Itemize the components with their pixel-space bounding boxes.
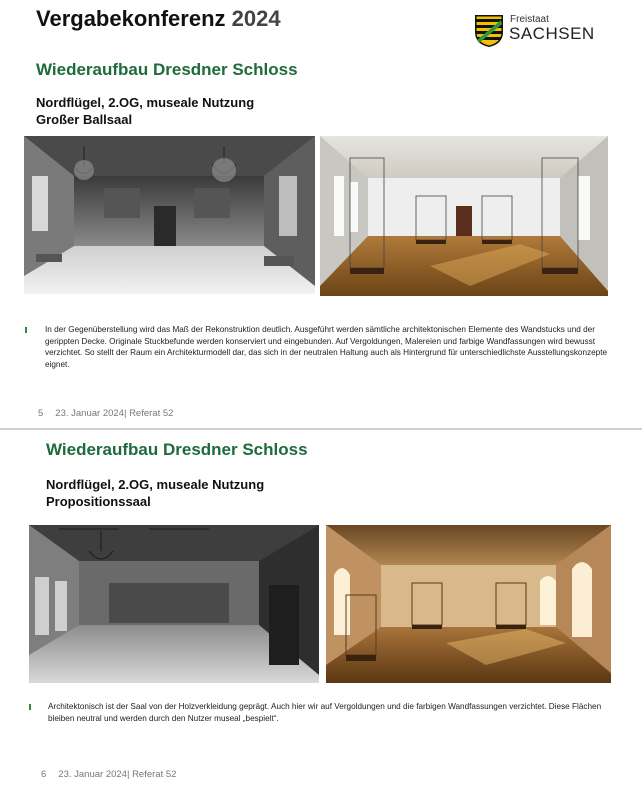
historic-ballroom-photo: [24, 136, 315, 294]
rendered-propositionssaal-image: [326, 525, 611, 683]
footer-date-department: 23. Januar 2024| Referat 52: [55, 408, 174, 419]
footer: [41, 769, 176, 780]
subtitle-line-1: Nordflügel, 2.OG, museale Nutzung: [36, 95, 255, 110]
footer: [38, 408, 173, 419]
historic-ballroom-image: [24, 136, 315, 294]
subtitle-line-1: Nordflügel, 2.OG, museale Nutzung: [46, 477, 265, 492]
rendered-propositionssaal-photo: [326, 525, 611, 683]
section-title: Wiederaufbau Dresdner Schloss: [46, 440, 308, 459]
document-title-text: Vergabekonferenz: [36, 6, 226, 31]
subtitle-line-2: Großer Ballsaal: [36, 112, 133, 127]
historic-propositionssaal-photo: [29, 525, 319, 683]
rendered-ballroom-photo: [320, 136, 608, 296]
logo-line-sachsen: SACHSEN: [509, 24, 595, 43]
document-title-year: 2024: [231, 6, 281, 31]
bullet-marker: [25, 327, 27, 333]
bullet-marker: [29, 704, 31, 710]
slide-6: [0, 430, 642, 800]
subtitle: [46, 476, 264, 510]
rendered-ballroom-image: [320, 136, 608, 296]
subtitle: [36, 94, 254, 128]
saxony-logo: [474, 14, 604, 52]
section-title: Wiederaufbau Dresdner Schloss: [36, 60, 298, 79]
page-number: 6: [41, 769, 47, 780]
historic-propositionssaal-image: [29, 525, 319, 683]
logo-line-freistaat: Freistaat: [510, 14, 549, 25]
page-number: 5: [38, 408, 44, 419]
saxony-coat-of-arms-icon: [474, 14, 504, 48]
subtitle-line-2: Propositionssaal: [46, 494, 151, 509]
footer-date-department: 23. Januar 2024| Referat 52: [58, 769, 177, 780]
body-text: Architektonisch ist der Saal von der Holzverkleidung geprägt. Auch hier wir auf Vergoldungen und die farbigen Wandfassungen verzichtet. Diese Flächen bleiben neutral und werden durch den Nutzer museal „bespielt“.: [48, 702, 602, 723]
document-title: [36, 6, 281, 32]
body-text: In der Gegenüberstellung wird das Maß der Rekonstruktion deutlich. Ausgeführt werden sämtliche architektonischen Elemente des Wandstucks und der gerippten Decke. Originale Stuckbefunde werden konserviert und eingebunden. Auf Vergoldungen, Malereien und farbige Wandfassungen wird bewusst verzichtet. So stellt der Raum ein Architekturmodell dar, das sich in der neutralen Haltung auch als Hintergrund für unterschiedlichste Ausstellungskonzepte eignet.: [45, 325, 608, 369]
